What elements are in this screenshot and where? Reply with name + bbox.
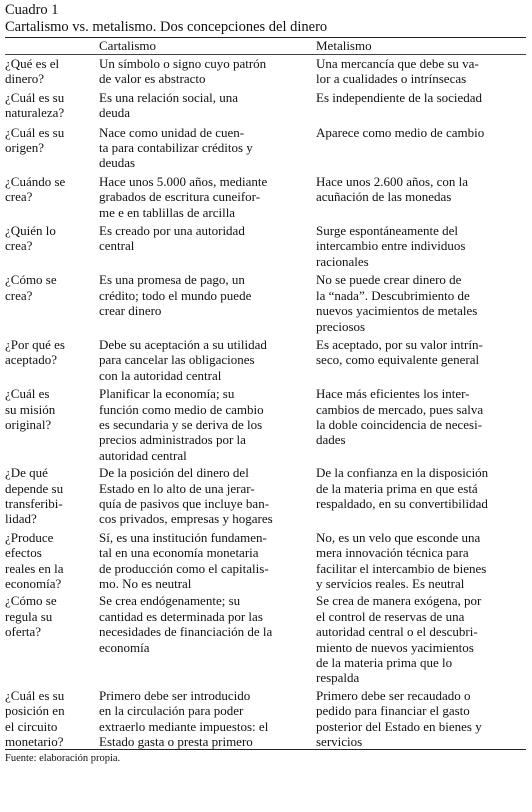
cartalismo-cell [99, 688, 316, 750]
metalismo-cell [316, 386, 526, 463]
cell-line: preciosos [316, 318, 366, 334]
table-row [5, 527, 526, 592]
cell-line: Es una promesa de pago, un [99, 272, 245, 288]
table-row [5, 686, 526, 750]
cell-line: Es independiente de la sociedad [316, 89, 483, 105]
cell-line: deuda [99, 105, 131, 121]
cell-line: ¿Cuál es su [5, 687, 65, 703]
cell-line: posición en [5, 703, 65, 719]
cell-line: Primero debe ser recaudado o [316, 687, 471, 703]
cell-line: ¿Cuál es su [5, 89, 65, 105]
cell-line: reales en la [5, 560, 64, 576]
cell-line: crea? [5, 238, 33, 254]
cell-line: precios administrados por la [99, 432, 246, 448]
metalismo-cell [316, 174, 526, 220]
cell-line: ¿Cómo se [5, 593, 57, 609]
cell-line: mera innovación técnica para [316, 545, 469, 561]
cell-line: racionales [316, 253, 369, 269]
cartalismo-cell [99, 174, 316, 220]
cell-line: lor a cualidades o intrínsecas [316, 71, 467, 87]
cell-line: tal en una economía monetaria [99, 545, 259, 561]
cell-line: autoridad central o el descubri- [316, 624, 478, 640]
cell-line: No se puede crear dinero de [316, 272, 462, 288]
cell-line: seco, como equivalente general [316, 352, 480, 368]
cartalismo-cell [99, 386, 316, 463]
metalismo-cell [316, 90, 526, 121]
metalismo-cell [316, 56, 526, 87]
table-row [5, 463, 526, 527]
cell-line: acuñación de las monedas [316, 189, 452, 205]
cell-line: grabados de escritura cuneifor- [99, 189, 261, 205]
cell-line: Hace más eficientes los inter- [316, 386, 470, 402]
cartalismo-cell [99, 272, 316, 334]
cell-line: Una mercancía que debe su va- [316, 56, 479, 71]
metalismo-cell [316, 125, 526, 171]
cell-line: Hace unos 2.600 años, con la [316, 173, 468, 189]
cell-line: No, es un velo que esconde una [316, 529, 481, 545]
cell-line: ¿Cuándo se [5, 173, 66, 189]
cell-line: con la autoridad central [99, 367, 222, 383]
cell-line: de valor es abstracto [99, 71, 206, 87]
cell-line: Sí, es una institución fundamen- [99, 529, 267, 545]
cell-line: pedido para financiar el gasto [316, 703, 470, 719]
cell-line: ¿Por qué es [5, 336, 65, 352]
row-question [5, 465, 99, 527]
cell-line: crea? [5, 287, 33, 303]
bottom-rule [5, 749, 526, 750]
header-metalismo: Metalismo [316, 38, 372, 53]
cell-line: aceptado? [5, 352, 57, 368]
metalismo-cell [316, 337, 526, 383]
table-row [5, 269, 526, 334]
cell-line: oferta? [5, 624, 42, 640]
cell-line: y servicios reales. Es neutral [316, 576, 465, 591]
cartalismo-cell [99, 223, 316, 269]
cell-line: economía? [5, 576, 62, 591]
metalismo-cell [316, 530, 526, 592]
cell-line: de la materia prima que lo [316, 655, 453, 671]
cell-line: facilitar el intercambio de bienes [316, 560, 487, 576]
table-title: Cartalismo vs. metalismo. Dos concepciones del dinero [5, 19, 328, 35]
table-row [5, 383, 526, 463]
cell-line: Estado gasta o presta primero [99, 734, 253, 750]
cell-line: de producción como el capitalis- [99, 560, 269, 576]
cartalismo-cell [99, 56, 316, 87]
cell-line: dades [316, 432, 346, 448]
row-question [5, 386, 99, 463]
cell-line: lidad? [5, 511, 37, 527]
cell-line: quía de pasivos que incluye ban- [99, 495, 270, 511]
table-row [5, 334, 526, 383]
cell-line: crea? [5, 189, 33, 205]
table-figure [5, 2, 526, 765]
cell-line: ¿Produce [5, 529, 54, 545]
cell-line: Es creado por una autoridad [99, 223, 245, 239]
cell-line: ¿Quién lo [5, 223, 56, 239]
cartalismo-cell [99, 337, 316, 383]
cell-line: Surge espontáneamente del [316, 223, 458, 239]
cell-line: respaldado, en su convertibilidad [316, 495, 488, 511]
cell-line: es secundaria y se deriva de los [99, 416, 263, 432]
row-question [5, 90, 99, 121]
cell-line: extraerlo mediante impuestos: el [99, 718, 269, 734]
cell-line: función como medio de cambio [99, 401, 264, 417]
cell-line: naturaleza? [5, 105, 65, 121]
cell-line: deudas [99, 155, 136, 171]
cell-line: Se crea de manera exógena, por [316, 593, 482, 609]
header-question [5, 38, 99, 54]
cartalismo-cell [99, 90, 316, 121]
cell-line: cos privados, empresas y hogares [99, 511, 273, 527]
cartalismo-cell [99, 465, 316, 527]
row-question [5, 272, 99, 334]
row-question [5, 593, 99, 685]
cell-line: monetario? [5, 734, 64, 750]
cell-line: la “nada”. Descubrimiento de [316, 287, 470, 303]
source-note: Fuente: elaboración propia. [5, 753, 121, 765]
cell-line: original? [5, 416, 52, 432]
cell-line: origen? [5, 140, 44, 156]
cell-line: ¿De qué [5, 465, 48, 481]
cell-line: me e en tablillas de arcilla [99, 204, 236, 220]
cell-line: el circuito [5, 718, 58, 734]
cell-line: ta para contabilizar créditos y [99, 140, 253, 156]
cell-line: De la confianza en la disposición [316, 465, 489, 481]
cell-line: el control de reservas de una [316, 608, 465, 624]
metalismo-cell [316, 688, 526, 750]
table-row [5, 121, 526, 171]
cell-line: central [99, 238, 135, 254]
header-cartalismo: Cartalismo [99, 38, 157, 53]
cell-line: mo. No es neutral [99, 576, 192, 591]
cell-line: economía [99, 639, 150, 655]
cell-line: Es una relación social, una [99, 89, 238, 105]
table-number: Cuadro 1 [5, 2, 59, 18]
table-row [5, 171, 526, 220]
cell-line: Debe su aceptación a su utilidad [99, 336, 267, 352]
cartalismo-cell [99, 530, 316, 592]
cell-line: de la materia prima en que está [316, 480, 478, 496]
cell-line: cantidad es determinada por las [99, 608, 263, 624]
row-question [5, 56, 99, 87]
cell-line: en la circulación para poder [99, 703, 244, 719]
cell-line: ¿Cómo se [5, 272, 57, 288]
table-body [5, 55, 526, 749]
cell-line: nuevos yacimientos de metales [316, 303, 478, 319]
cell-line: Nace como unidad de cuen- [99, 124, 245, 140]
cell-line: transferibi- [5, 495, 63, 511]
metalismo-cell [316, 465, 526, 527]
cell-line: ¿Qué es el [5, 56, 60, 71]
cell-line: crear dinero [99, 303, 162, 319]
cell-line: posterior del Estado en bienes y [316, 718, 482, 734]
cartalismo-cell [99, 593, 316, 685]
cell-line: para cancelar las obligaciones [99, 352, 255, 368]
cell-line: intercambio entre individuos [316, 238, 466, 254]
row-question [5, 223, 99, 269]
cell-line: dinero? [5, 71, 44, 87]
cell-line: respalda [316, 670, 360, 686]
cell-line: ¿Cuál es su [5, 124, 65, 140]
cell-line: Es aceptado, por su valor intrín- [316, 336, 483, 352]
metalismo-cell [316, 223, 526, 269]
cell-line: necesidades de financiación de la [99, 624, 273, 640]
cell-line: Se crea endógenamente; su [99, 593, 241, 609]
cell-line: Un símbolo o signo cuyo patrón [99, 56, 267, 71]
table-row [5, 220, 526, 269]
cell-line: Hace unos 5.000 años, mediante [99, 173, 268, 189]
cell-line: crédito; todo el mundo puede [99, 287, 252, 303]
header-row [5, 38, 526, 54]
row-question [5, 174, 99, 220]
cell-line: Planificar la economía; su [99, 386, 235, 402]
row-question [5, 688, 99, 750]
cell-line: la doble coincidencia de necesi- [316, 416, 483, 432]
table-row [5, 55, 526, 87]
table-row [5, 591, 526, 685]
row-question [5, 125, 99, 171]
cell-line: De la posición del dinero del [99, 465, 249, 481]
cell-line: miento de nuevos yacimientos [316, 639, 474, 655]
cell-line: Estado en lo alto de una jerar- [99, 480, 255, 496]
cell-line: depende su [5, 480, 64, 496]
cell-line: Aparece como medio de cambio [316, 124, 485, 140]
row-question [5, 530, 99, 592]
cell-line: efectos [5, 545, 42, 561]
cell-line: regula su [5, 608, 53, 624]
table-row [5, 87, 526, 121]
cartalismo-cell [99, 125, 316, 171]
cell-line: su misión [5, 401, 56, 417]
cell-line: servicios [316, 734, 363, 750]
cell-line: cambios de mercado, pues salva [316, 401, 484, 417]
metalismo-cell [316, 593, 526, 685]
cell-line: ¿Cuál es [5, 386, 50, 402]
row-question [5, 337, 99, 383]
metalismo-cell [316, 272, 526, 334]
cell-line: Primero debe ser introducido [99, 687, 251, 703]
cell-line: autoridad central [99, 447, 187, 463]
